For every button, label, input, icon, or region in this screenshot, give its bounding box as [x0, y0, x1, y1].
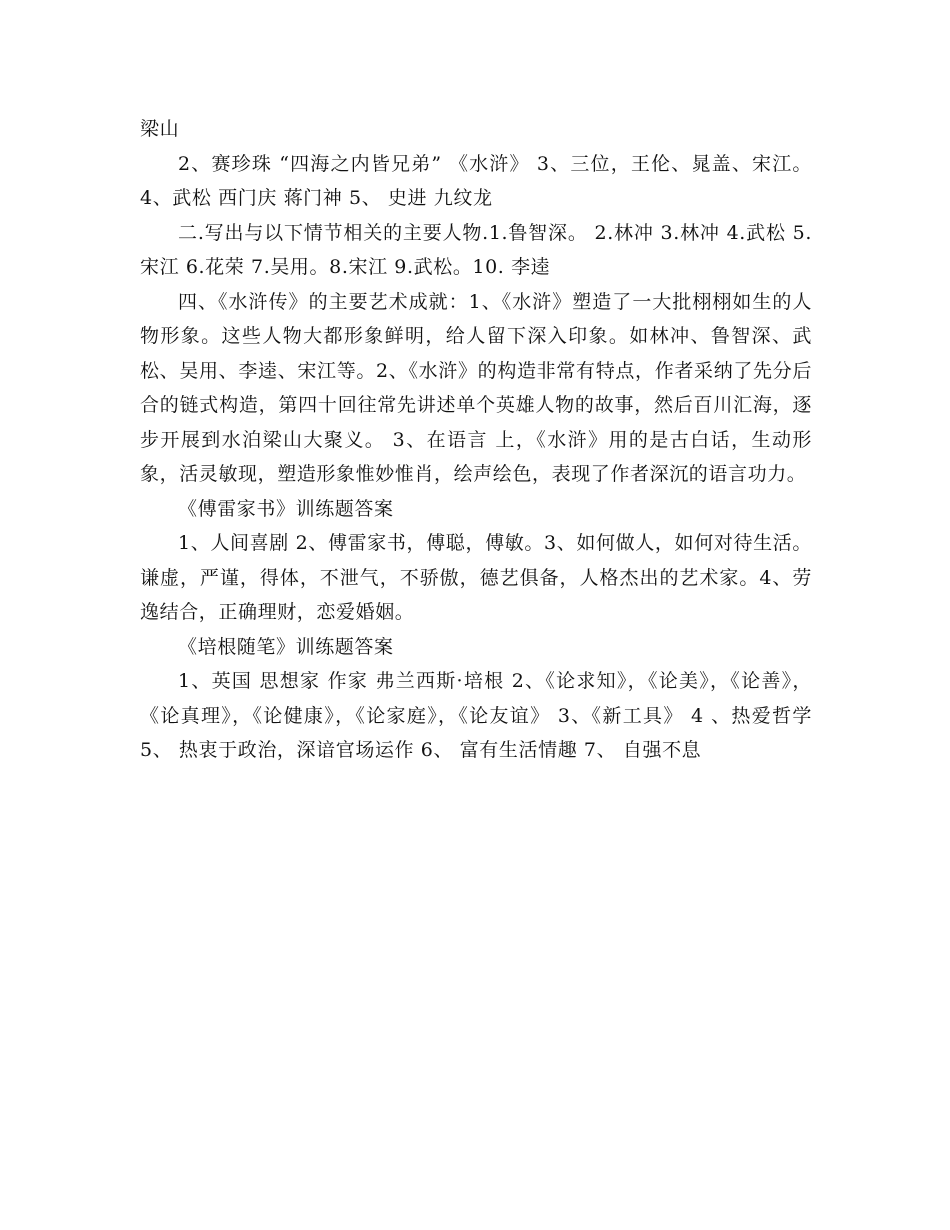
paragraph-continuation: 梁山 — [140, 118, 180, 140]
paragraph-bacon-answers: 1、英国 思想家 作家 弗兰西斯·培根 2、《论求知》，《论美》，《论善》，《论真理》，《论健康》，《论家庭》，《论友谊》 3、《新工具》 4 、热爱哲学 5、 热衷于政治，深谙官场运作 6、 富有生活情趣 7、 自强不息 — [140, 670, 812, 761]
document-body — [140, 112, 812, 768]
paragraph-shuihu-answers: 2、赛珍珠 “四海之内皆兄弟” 《水浒》 3、三位，王伦、晁盖、宋江。4、武松 西门庆 蒋门神 5、 史进 九纹龙 — [140, 152, 812, 209]
heading-bacon-answers: 《培根随笔》训练题答案 — [178, 635, 394, 658]
heading-fulei-answers: 《傅雷家书》训练题答案 — [178, 497, 394, 520]
paragraph-artistic-achievements: 四、《水浒传》的主要艺术成就：1、《水浒》塑造了一大批栩栩如生的人物形象。这些人物大都形象鲜明，给人留下深入印象。如林冲、鲁智深、武松、吴用、李逵、宋江等。2、《水浒》的构造非常有特点，作者采纳了先分后合的链式构造，第四十回往常先讲述单个英雄人物的故事，然后百川汇海，逐步开展到水泊梁山大聚义。 3、在语言 上，《水浒》用的是古白话，生动形象，活灵敏现，塑造形象惟妙惟肖，绘声绘色，表现了作者深沉的语言功力。 — [140, 290, 812, 485]
paragraph-fulei-answers: 1、人间喜剧 2、傅雷家书，傅聪，傅敏。3、如何做人，如何对待生活。谦虚，严谨，得体，不泄气，不骄傲，德艺俱备，人格杰出的艺术家。4、劳逸结合，正确理财，恋爱婚姻。 — [140, 532, 812, 623]
paragraph-characters: 二.写出与以下情节相关的主要人物.1.鲁智深。 2.林冲 3.林冲 4.武松 5.宋江 6.花荣 7.吴用。8.宋江 9.武松。10. 李逵 — [140, 221, 812, 278]
